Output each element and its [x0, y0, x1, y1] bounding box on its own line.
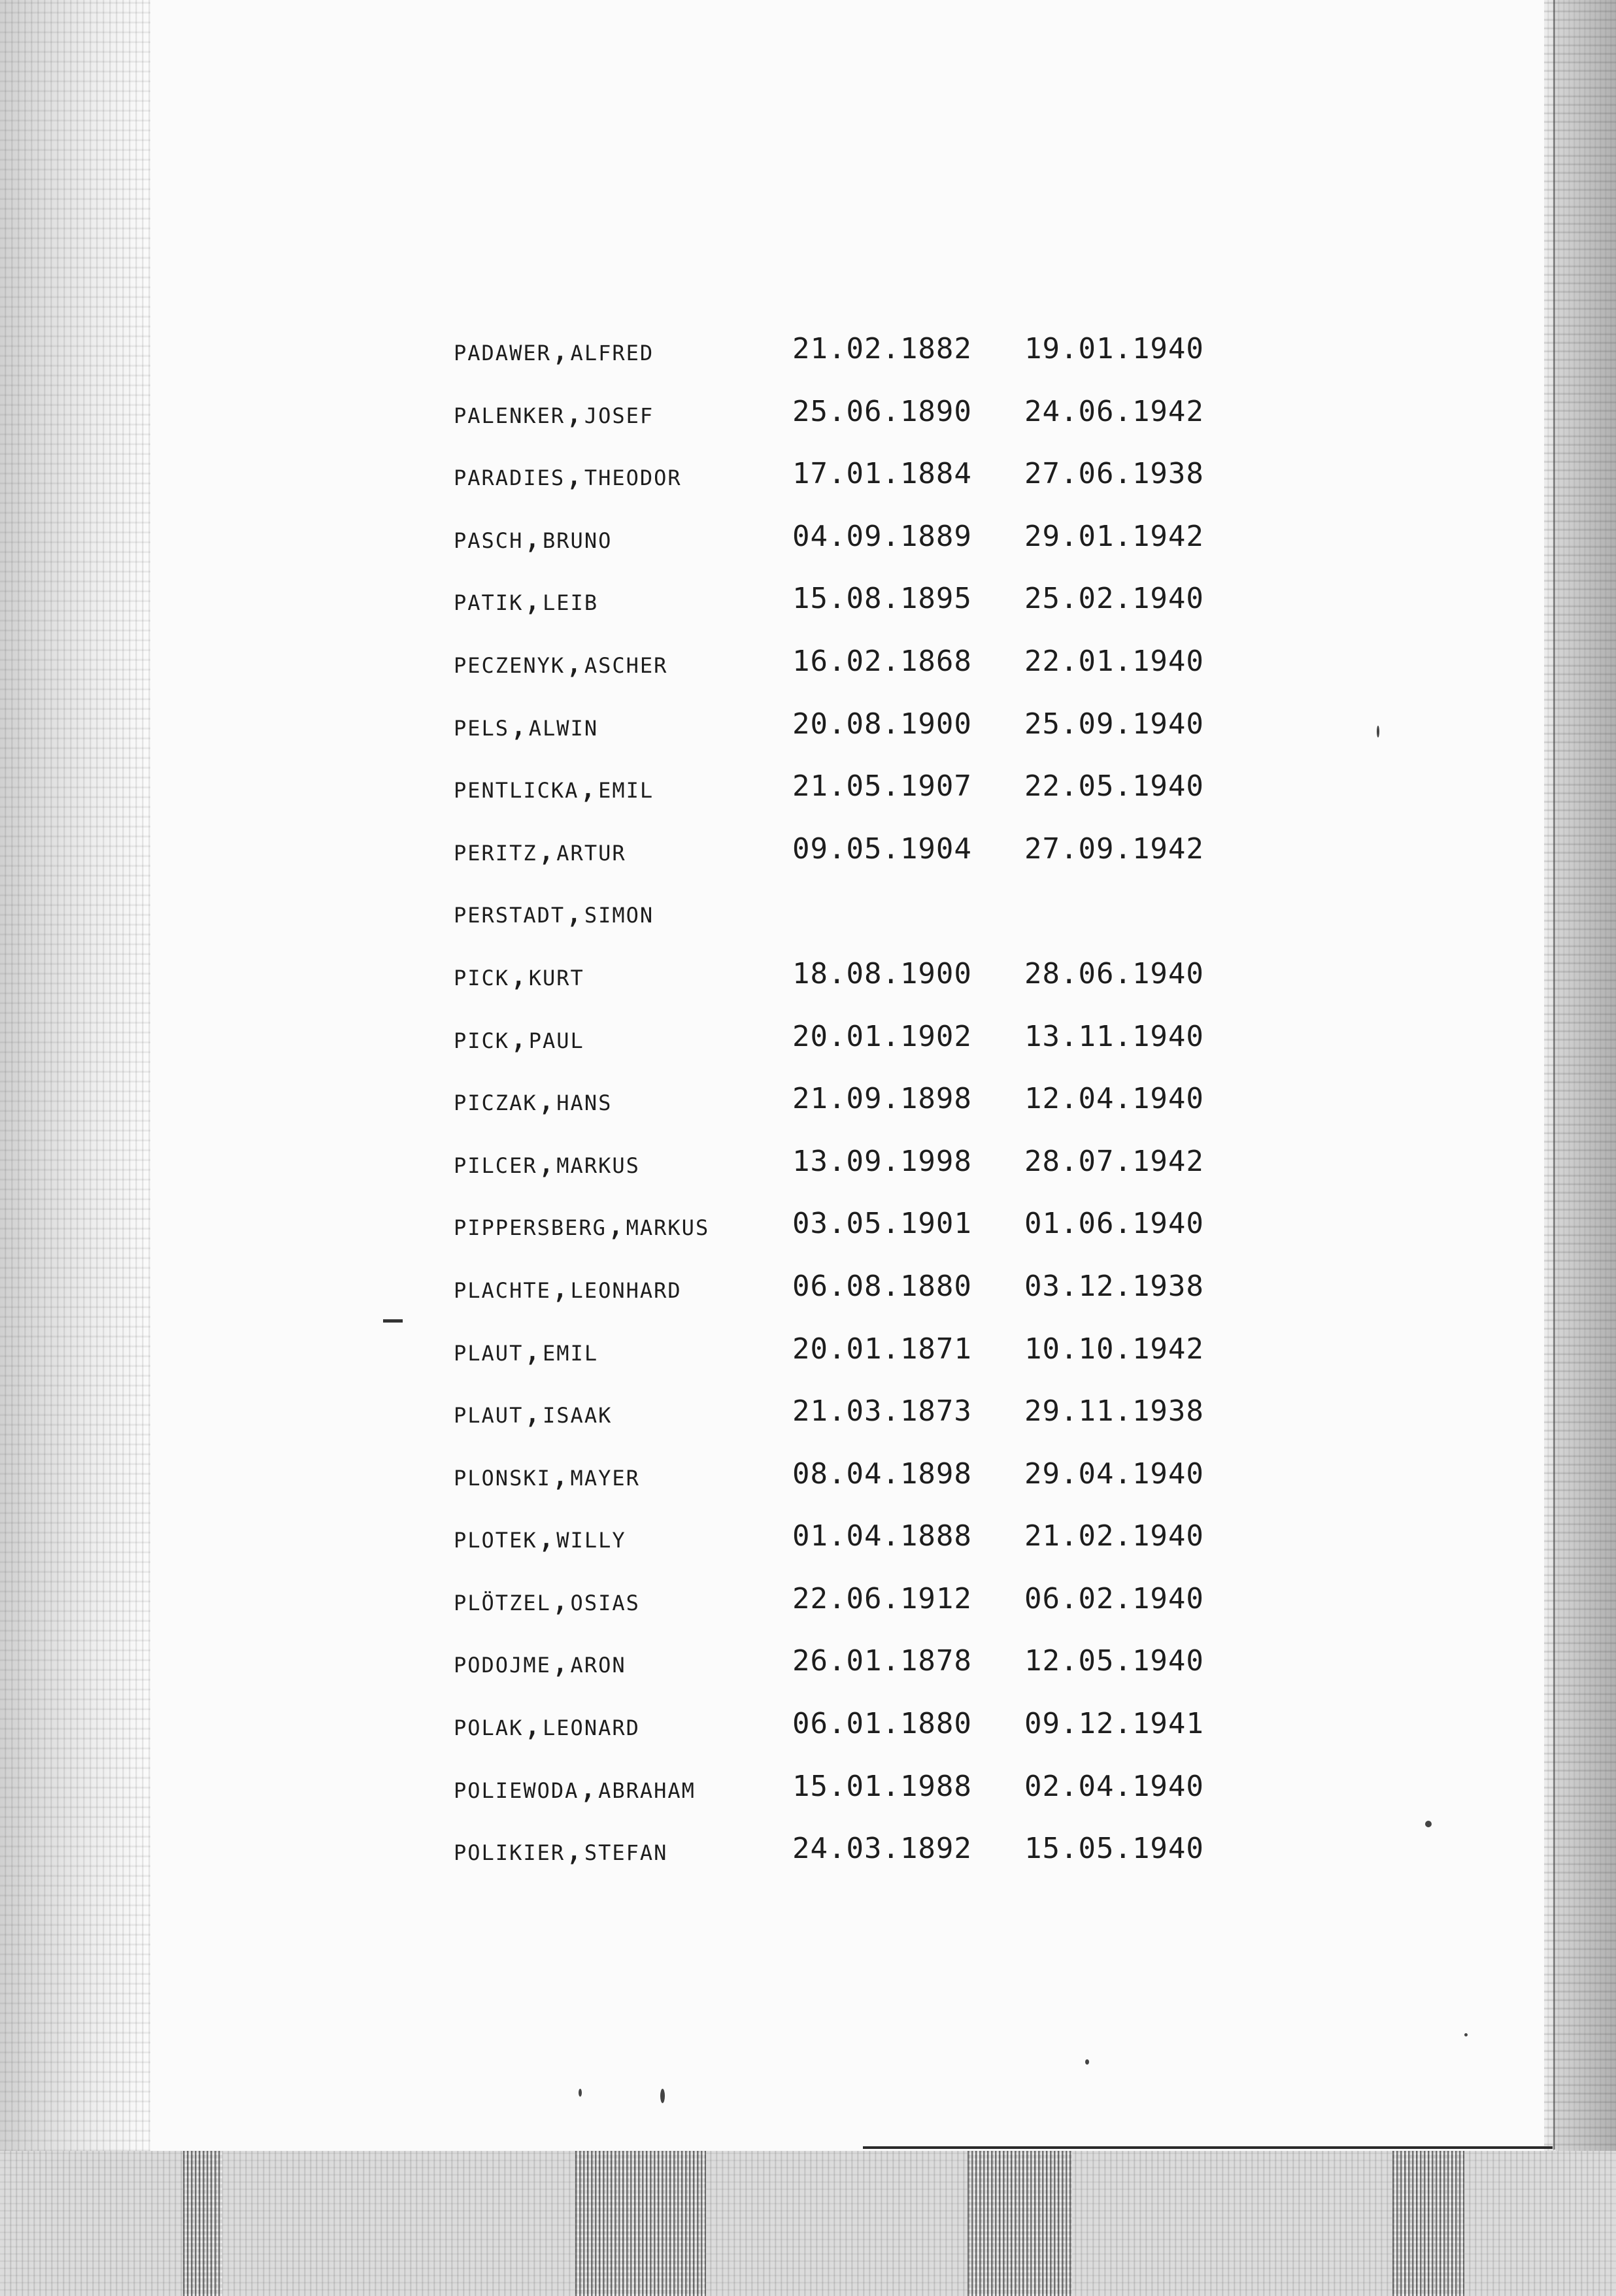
register-row	[454, 1707, 1290, 1770]
person-name: pilcer,markus	[454, 1144, 640, 1180]
death-date: 22.05.1940	[1024, 769, 1204, 803]
person-name: palenker,josef	[454, 394, 654, 430]
register-row	[454, 1832, 1290, 1895]
register-row	[454, 1020, 1290, 1083]
page-bottom-edge-line	[863, 2146, 1553, 2149]
person-name: peczenyk,ascher	[454, 644, 668, 680]
register-row	[454, 1082, 1290, 1145]
death-date: 12.04.1940	[1024, 1082, 1204, 1116]
death-date: 27.06.1938	[1024, 457, 1204, 491]
person-name: plötzel,osias	[454, 1581, 640, 1617]
birth-date: 17.01.1884	[792, 457, 972, 491]
register-row	[454, 1207, 1290, 1270]
birth-date: 21.05.1907	[792, 769, 972, 803]
birth-date: 09.05.1904	[792, 832, 972, 866]
scan-speck	[1085, 2059, 1089, 2065]
register-row	[454, 1270, 1290, 1332]
birth-date: 06.01.1880	[792, 1707, 972, 1741]
birth-date: 18.08.1900	[792, 956, 972, 990]
register-row	[454, 582, 1290, 645]
register-row	[454, 457, 1290, 520]
scan-speck	[579, 2089, 582, 2097]
birth-date: 21.03.1873	[792, 1394, 972, 1428]
scan-noise-band	[1392, 2151, 1464, 2296]
death-date: 27.09.1942	[1024, 832, 1204, 866]
death-date: 29.11.1938	[1024, 1394, 1204, 1428]
person-name: paradies,theodor	[454, 457, 682, 493]
register-row	[454, 1394, 1290, 1457]
death-date: 15.05.1940	[1024, 1832, 1204, 1866]
birth-date: 15.08.1895	[792, 582, 972, 616]
birth-date: 16.02.1868	[792, 644, 972, 678]
death-date: 29.04.1940	[1024, 1457, 1204, 1491]
death-date: 28.06.1940	[1024, 956, 1204, 990]
register-row	[454, 832, 1290, 895]
birth-date: 25.06.1890	[792, 394, 972, 428]
register-row	[454, 645, 1290, 707]
page-right-edge-line	[1553, 0, 1555, 2150]
scan-speck	[1377, 726, 1379, 737]
person-name: podojme,aron	[454, 1644, 626, 1680]
register-row	[454, 894, 1290, 957]
register-row	[454, 520, 1290, 582]
scan-noise-band	[575, 2151, 706, 2296]
register-row	[454, 395, 1290, 458]
death-date: 24.06.1942	[1024, 394, 1204, 428]
death-date: 13.11.1940	[1024, 1019, 1204, 1053]
death-date: 01.06.1940	[1024, 1207, 1204, 1241]
death-date: 12.05.1940	[1024, 1644, 1204, 1678]
person-name: perstadt,simon	[454, 894, 654, 930]
person-name: plonski,mayer	[454, 1457, 640, 1493]
register-row	[454, 1457, 1290, 1520]
death-date: 06.02.1940	[1024, 1581, 1204, 1615]
register-row	[454, 769, 1290, 832]
scan-noise-left-edge	[0, 0, 150, 2296]
birth-date: 15.01.1988	[792, 1769, 972, 1803]
register-row	[454, 1770, 1290, 1832]
birth-date: 13.09.1998	[792, 1144, 972, 1178]
margin-mark	[383, 1319, 403, 1323]
register-row	[454, 1644, 1290, 1707]
person-name: polikier,stefan	[454, 1832, 668, 1868]
death-date: 28.07.1942	[1024, 1144, 1204, 1178]
person-name: peritz,artur	[454, 832, 626, 868]
scan-noise-bottom-edge	[0, 2151, 1616, 2296]
death-date: 21.02.1940	[1024, 1519, 1204, 1553]
death-date: 03.12.1938	[1024, 1269, 1204, 1303]
register-row	[454, 1145, 1290, 1207]
person-name: piczak,hans	[454, 1082, 613, 1118]
birth-date: 03.05.1901	[792, 1207, 972, 1241]
person-name: pasch,bruno	[454, 519, 613, 555]
person-name: pentlicka,emil	[454, 769, 654, 805]
death-date: 22.01.1940	[1024, 644, 1204, 678]
birth-date: 01.04.1888	[792, 1519, 972, 1553]
person-name: patik,leib	[454, 582, 599, 618]
death-date: 09.12.1941	[1024, 1707, 1204, 1741]
person-name: pick,kurt	[454, 956, 584, 992]
birth-date: 21.02.1882	[792, 332, 972, 365]
birth-date: 06.08.1880	[792, 1269, 972, 1303]
register-row	[454, 707, 1290, 770]
scan-speck	[1464, 2033, 1468, 2036]
scan-noise-band	[968, 2151, 1072, 2296]
scan-speck	[1425, 1821, 1432, 1827]
person-name: pels,alwin	[454, 707, 599, 743]
birth-date: 08.04.1898	[792, 1457, 972, 1491]
person-name: plachte,leonhard	[454, 1269, 682, 1305]
death-date: 10.10.1942	[1024, 1332, 1204, 1366]
person-name: pippersberg,markus	[454, 1207, 710, 1243]
birth-date: 04.09.1889	[792, 519, 972, 553]
person-name: poliewoda,abraham	[454, 1769, 696, 1805]
name-date-register	[454, 332, 1290, 1895]
birth-date: 21.09.1898	[792, 1082, 972, 1116]
register-row	[454, 1519, 1290, 1582]
scan-speck	[660, 2089, 665, 2103]
person-name: plaut,isaak	[454, 1394, 613, 1430]
person-name: padawer,alfred	[454, 332, 654, 367]
person-name: plaut,emil	[454, 1332, 599, 1368]
death-date: 02.04.1940	[1024, 1769, 1204, 1803]
birth-date: 26.01.1878	[792, 1644, 972, 1678]
death-date: 19.01.1940	[1024, 332, 1204, 365]
register-row	[454, 1582, 1290, 1645]
birth-date: 20.01.1902	[792, 1019, 972, 1053]
scan-noise-band	[183, 2151, 222, 2296]
birth-date: 20.01.1871	[792, 1332, 972, 1366]
person-name: polak,leonard	[454, 1707, 640, 1743]
register-row	[454, 332, 1290, 395]
register-row	[454, 957, 1290, 1020]
birth-date: 20.08.1900	[792, 707, 972, 741]
death-date: 25.02.1940	[1024, 582, 1204, 616]
person-name: plotek,willy	[454, 1519, 626, 1555]
register-row	[454, 1332, 1290, 1395]
birth-date: 24.03.1892	[792, 1832, 972, 1866]
birth-date: 22.06.1912	[792, 1581, 972, 1615]
death-date: 29.01.1942	[1024, 519, 1204, 553]
person-name: pick,paul	[454, 1019, 584, 1055]
death-date: 25.09.1940	[1024, 707, 1204, 741]
